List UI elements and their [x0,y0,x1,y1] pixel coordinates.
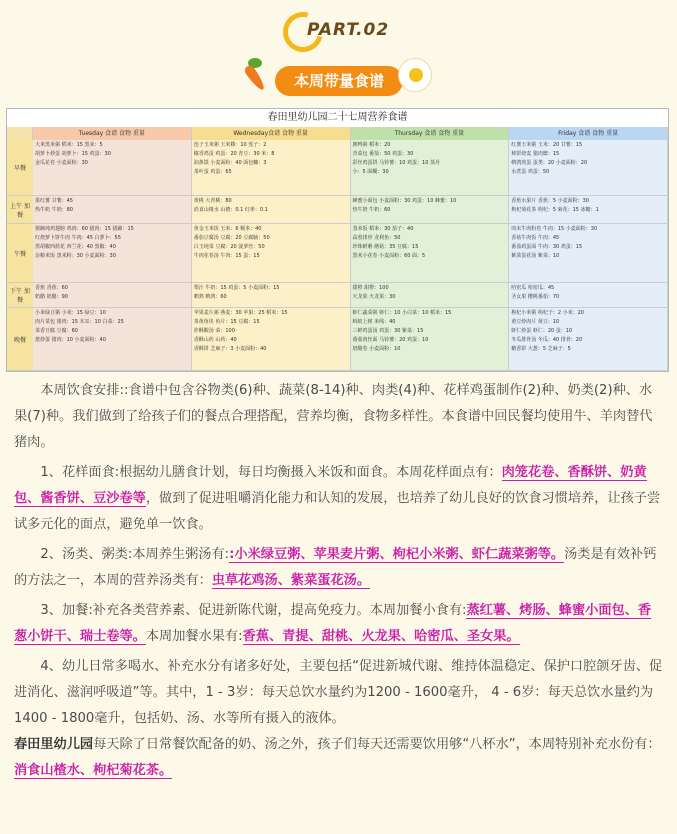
menu-meal-label: 下午 加 餐 [7,283,33,308]
water-highlight: 消食山楂水、枸杞菊花茶。 [14,763,173,778]
snack-highlight: 蒸红薯、烤肠、蜂蜜小面包、香葱小饼干、瑞士卷等。 [14,603,652,644]
menu-day-header: Friday 食谱 食物 重量 [509,127,668,140]
menu-day-header: Thursday 食谱 食物 重量 [351,127,510,140]
paragraph-snack [14,598,664,650]
menu-cell: 豚鸭粥 稻米：20 青菜包 番茄：50 鸡蛋：30 彩丝鸡蛋饼 马铃薯：10 鸡蛋：10 蒸丹 小：5 面糊：30 [351,140,510,196]
menu-day-header: Tuesday 食谱 食物 重量 [33,127,192,140]
pastry-intro: 1、花样面食:根据幼儿膳食计划，每日均衡摄入米饭和面食。本周花样面点有： [40,465,502,480]
menu-cell: 苹果麦片粥 燕麦：30 苹果：25 稻米：15 茶黄鱼块 鱼片：15 豆腐：15 炸酥酸汤 菜：100 香酥山药 山药：40 香酥饼 芝麻子：3 小麦面粉：40 [192,308,351,371]
porridge-highlight: :小米绿豆粥、苹果麦片粥、枸杞小米粥、虾仁蔬菜粥等。 [229,547,565,562]
soup-highlight: 虫草花鸡汤、紫菜蛋花汤。 [211,573,371,588]
menu-cell: 黄桃 大青桃：80 消食山楂水 山楂：0.1 红枣：0.1 [192,196,351,224]
water-detail: 每天除了日常餐饮配备的奶、汤之外，孩子们每天还需要饮用够“八杯水”，本周特别补充水份有： [93,737,661,752]
menu-cell: 猪蹄炖鸡翅膀 鸡肉：60 猪肉：15 猪蹄：15 红烧萝卜饼牛肉 牛肉：45 白萝卜：55 黑胡椒西蓝花 西兰花：40 黑椒：40 杂粮米饭 黑米粉：30 小麦面粉：30 [33,224,192,283]
menu-cell: 蜂蜜小面包 小麦面粉：30 鸡蛋：10 蜂蜜：10 热牛奶 牛奶：60 [351,196,510,224]
menu-cell: 甜橙 甜橙：100 火龙果 火龙果：30 [351,283,510,308]
pastry-detail: ，做到了促进咀嚼消化能力和认知的发展，也培养了幼儿良好的饮食习惯培养，让孩子尝试多元化的面点，避免单一饮食。 [14,491,661,532]
menu-cell: 小米绿豆粥 小米：15 绿豆：10 肉片菜包 猪肉：15 木耳：10 白菜：25 菜香豆腐 豆腐：60 葱炒蛋 猪肉：10 小麦面粉：40 [33,308,192,371]
menu-cell: 黄金玉米饭 玉米：6 粳米：40 番茄豆腐汤 豆腐：20 豆腐脑：50 白玉炖菜 豆腐：20 菠萝丝：50 牛肉花卷汤 牛肉：15 蛋：15 [192,224,351,283]
menu-cell: 红薯玉米粥 玉米：20 甘薯：15 柿饼烧麦 猪肉糜：15 鹌鹑煎蛋 蛋类：20 小麦面粉：20 水煮蛋 鸡蛋：50 [509,140,668,196]
paragraph-summary: 本周饮食安排::食谱中包含谷物类(6)种、蔬菜(8-14)种、肉类(4)种、花样鸡蛋制作(2)种、奶类(2)种、水果(7)种。我们做到了给孩子们的餐点合理搭配，营养均衡，食物多样性。本食谱中回民餐均使用牛、羊肉替代猪肉。 [14,383,653,450]
menu-cell: 香蕉 香蕉：60 奶酪 奶酪：90 [33,283,192,308]
water-intro: 4、幼儿日常多喝水、补充水分有诸多好处，主要包括“促进新城代谢、维持体温稳定、保护口腔颌牙齿、促进消化、滋润呼吸道”等。其中，1 - 3岁：每天总饮水量约为1200 - 1600毫升， 4 - 6岁：每天总饮水量约为1400 - 1800毫升，包括奶、汤、水等所有摄入的液体。 [14,659,663,726]
menu-meal-label: 早餐 [7,140,33,196]
soup-detail: 汤类是有效补钙的方法之一，本周的营养汤类有： [14,547,657,588]
snack-intro: 3、加餐:补充各类营养素、促进新陈代谢，提高免疫力。本周加餐小食有: [40,603,467,618]
menu-cell: 梨汁 牛奶：15 鸡蛋：5 小麦面粉：15 鹌鹑 鹌鹑：60 [192,283,351,308]
menu-cell: 蒸米饭 稻米：30 茄子：40 蒜蓉排骨 龙利鱼：50 珍珠鲜蘑 蘑菇：35 豆腐：15 黑米小花卷 小麦面粉：60 面：5 [351,224,510,283]
menu-cell: 大米黑米粥 稻米：15 黑米：5 胡萝卜炒蛋 胡萝卜：15 鸡蛋：30 金瓜花卷 小麦面粉：30 [33,140,192,196]
fruit-highlight: 香蕉、青提、甜桃、火龙果、哈密瓜、圣女果。 [242,629,520,644]
menu-title: 春田里幼儿园二十七周营养食谱 [7,109,668,128]
menu-day-header: Wednesday食谱 食物 重量 [192,127,351,140]
menu-cell: 肉末牛肉粉卷 牛肉：15 小麦面粉：30 香菇牛肉饭 牛肉：45 番茄鸡蛋面 牛肉：30 鸡蛋：15 紫菜蛋花汤 紫菜：10 [509,224,668,283]
page-header [0,0,677,100]
school-name: 春田里幼儿园 [14,737,94,752]
menu-cell: 香蕉水果片 香蕉：5 小麦面粉：30 枸杞菊花茶 枸杞：5 菊花：15 冰糖：1 [509,196,668,224]
weekly-menu-table [6,108,669,372]
paragraph-soup [14,542,664,594]
pastry-highlight: 肉笼花卷、香酥饼、奶黄包、酱香饼、豆沙卷等 [14,465,647,506]
egg-yolk-icon [409,68,423,82]
article-body [14,378,664,788]
menu-cell: 果红薯 甘薯：45 热牛奶 牛奶：80 [33,196,192,224]
soup-intro: 2、汤类、粥类:本周养生粥汤有: [40,547,230,562]
menu-corner [7,127,33,140]
menu-meal-label: 上午 加 餐 [7,196,33,224]
menu-cell: 枸杞小米粥 枸杞子：2 小米：20 黄豆炒肉片 黄豆：10 虾仁炒蛋 虾仁：20 蛋：10 冬瓜排骨汤 冬瓜：40 排骨：20 糖香饼 大葱：5 芝麻子：5 [509,308,668,371]
menu-cell: 莲子玉米粥 玉米糁：10 莲子：2 椒香鸡蛋 鸡蛋：20 青豆：30 米：8 油条馍 小麦面粉：40 面包糠：3 茶叶蛋 鸡蛋：65 [192,140,351,196]
paragraph-water [14,654,664,784]
fruit-intro: 本周加餐水果有: [145,629,243,644]
menu-cell: 哈密瓜 哈密瓜：45 圣女果 樱桃番茄：70 [509,283,668,308]
part-label: PART.02 [307,20,390,40]
paragraph-pastry [14,460,664,538]
menu-cell: 虾仁蔬菜粥 虾仁：10 小白菜：10 稻米：15 蚂蚁上树 米线：40 三鲜鸡蛋汤 鸡蛋：30 紫菜：15 番茄肉丝面 马铃薯：20 鸡蛋：10 奶酪卷 小麦面粉：10 [351,308,510,371]
menu-meal-label: 晚餐 [7,308,33,371]
section-banner: 本周带量食谱 [275,66,403,96]
menu-meal-label: 午餐 [7,224,33,283]
